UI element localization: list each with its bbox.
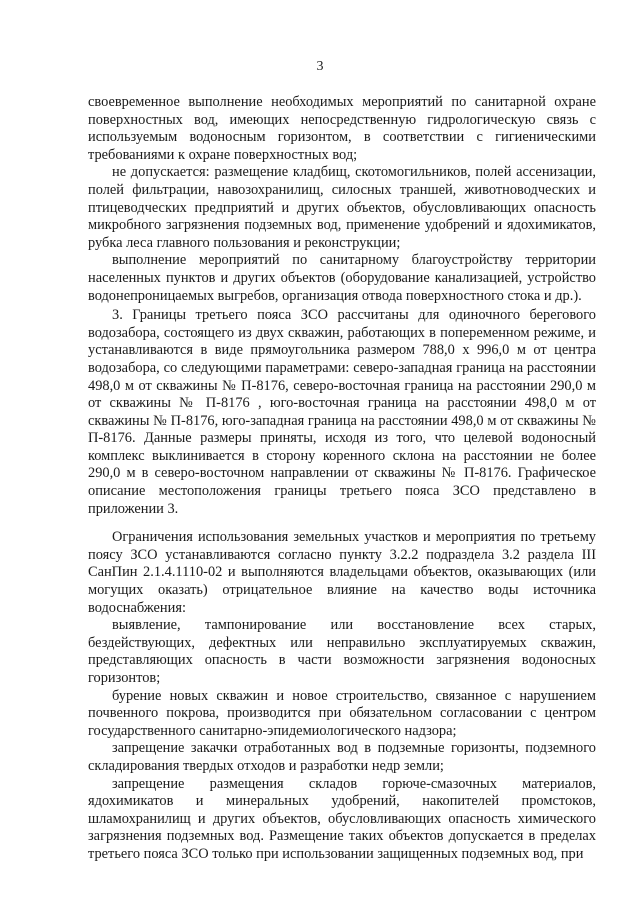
paragraph-land-use-restrictions: Ограничения использования земельных участков и мероприятия по третьему поясу ЗСО устанавливаются согласно пункту 3.2.2 подраздела 3.2 раздела III СанПин 2.1.4.1110-02 и выполняются владельцами объектов, оказывающих (или могущих оказать) отрицательное влияние на качество воды источника водоснабжения: xyxy=(88,529,596,616)
paragraph-prohibited-placement: не допускается: размещение кладбищ, скотомогильников, полей ассенизации, полей фильтрации, навозохранилищ, силосных траншей, животноводческих и птицеводческих предприятий и других объектов, обусловливающих опасность микробного загрязнения подземных вод, применение удобрений и ядохимикатов, рубка леса главного пользования и реконструкции; xyxy=(88,164,596,251)
document-body xyxy=(88,94,596,864)
paragraph-well-identification: выявление, тампонирование или восстановление всех старых, бездействующих, дефектных или неправильно эксплуатируемых скважин, представляющих опасность в части возможности загрязнения водоносных горизонтов; xyxy=(88,617,596,686)
page-number: 3 xyxy=(316,59,324,74)
paragraph-storage-ban: запрещение размещения складов горюче-смазочных материалов, ядохимикатов и минеральных удобрений, накопителей промстоков, шламохранилищ и других объектов, обусловливающих опасность химического загрязнения подземных вод. Размещение таких объектов допускается в пределах третьего пояса ЗСО только при использовании защищенных подземных вод, при xyxy=(88,775,596,862)
paragraph-surface-water-protection: своевременное выполнение необходимых мероприятий по санитарной охране поверхностных вод, имеющих непосредственную гидрологическую связь с используемым водоносным горизонтом, в соответствии с гигиеническими требованиями к охране поверхностных вод; xyxy=(88,94,596,163)
paragraph-new-drilling: бурение новых скважин и новое строительство, связанное с нарушением почвенного покрова, производится при обязательном согласовании с центром государственного санитарно-эпидемиологического надзора; xyxy=(88,687,596,739)
paragraph-sanitary-improvement: выполнение мероприятий по санитарному благоустройству территории населенных пунктов и других объектов (оборудование канализацией, устройство водонепроницаемых выгребов, организация отвода поверхностного стока и др.). xyxy=(88,252,596,304)
paragraph-third-belt-boundaries: 3. Границы третьего пояса ЗСО рассчитаны для одиночного берегового водозабора, состоящего из двух скважин, работающих в попеременном режиме, и устанавливаются в виде прямоугольника размером 788,0 х 996,0 м от центра водозабора, со следующими параметрами: северо-западная граница на расстоянии 498,0 м от скважины № П-8176, северо-восточная граница на расстоянии 290,0 м от скважины № П-8176 , юго-восточная граница на расстоянии 498,0 м от скважины № П-8176, юго-западная граница на расстоянии 498,0 м от скважины № П-8176. Данные размеры приняты, исходя из того, что целевой водоносный комплекс выклинивается в сторону коренного склона на расстоянии не более 290,0 м в северо-восточном направлении от скважины № П-8176. Графическое описание местоположения границы третьего пояса ЗСО представлено в приложении 3. xyxy=(88,307,596,517)
paragraph-waste-injection-ban: запрещение закачки отработанных вод в подземные горизонты, подземного складирования твердых отходов и разработки недр земли; xyxy=(88,740,596,774)
